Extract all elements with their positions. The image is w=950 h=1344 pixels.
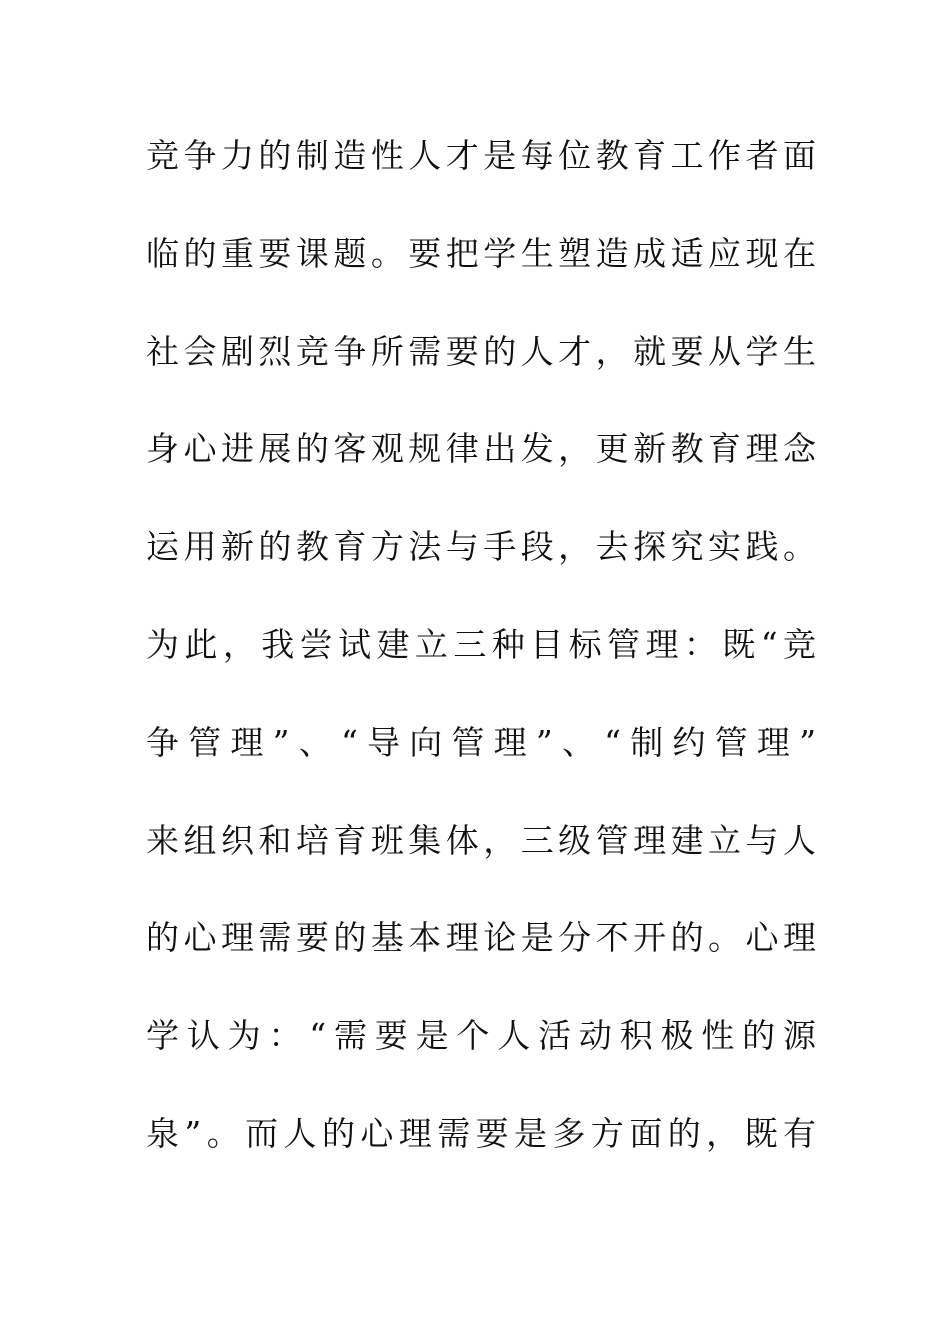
text-line-5: 运用新的教育方法与手段，去探究实践。 bbox=[146, 527, 816, 567]
text-line-2: 临的重要课题。要把学生塑造成适应现在 bbox=[146, 233, 816, 273]
text-line-11: 泉”。而人的心理需要是多方面的，既有 bbox=[146, 1113, 816, 1153]
text-line-7: 争管理”、“导向管理”、“制约管理” bbox=[146, 722, 816, 762]
text-line-4: 身心进展的客观规律出发，更新教育理念 bbox=[146, 429, 816, 469]
text-line-8: 来组织和培育班集体，三级管理建立与人 bbox=[146, 820, 816, 860]
text-line-10: 学认为：“需要是个人活动积极性的源 bbox=[146, 1016, 816, 1056]
text-line-1: 竞争力的制造性人才是每位教育工作者面 bbox=[146, 136, 816, 175]
text-line-9: 的心理需要的基本理论是分不开的。心理 bbox=[146, 918, 816, 958]
text-line-3: 社会剧烈竞争所需要的人才，就要从学生 bbox=[146, 331, 816, 371]
text-line-6: 为此，我尝试建立三种目标管理：既“竞 bbox=[146, 624, 816, 664]
body-text bbox=[146, 127, 816, 1203]
